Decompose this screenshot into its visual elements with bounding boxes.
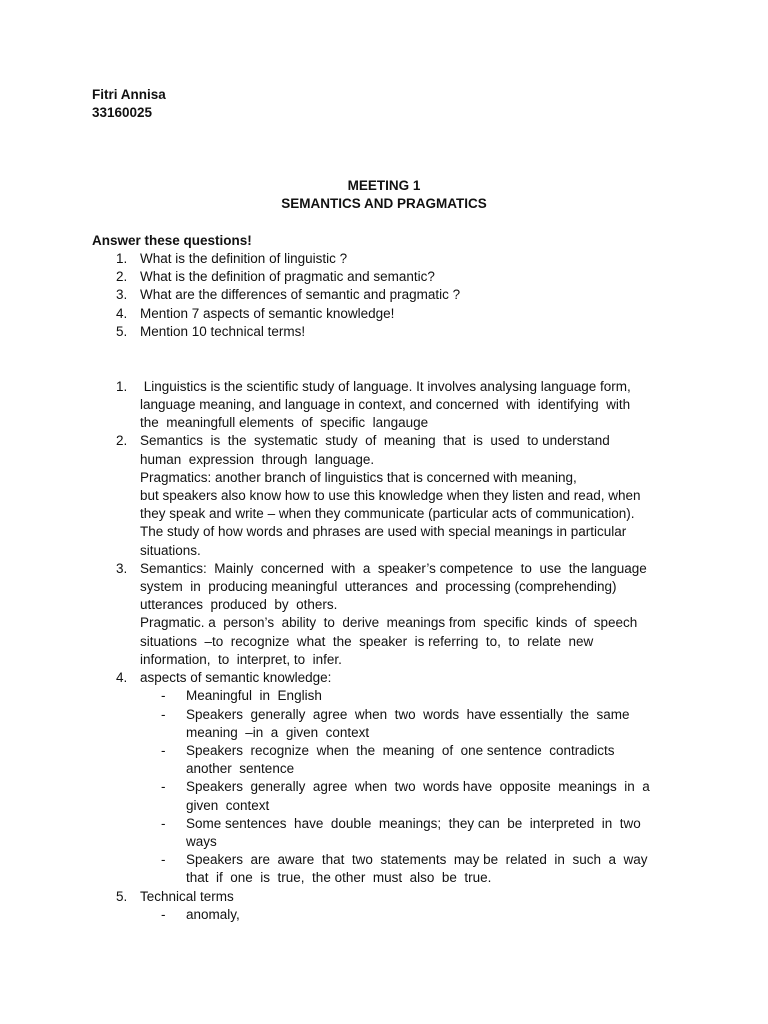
author-name: Fitri Annisa — [92, 87, 166, 102]
dash-bullet: - — [161, 743, 166, 758]
list-number: 5. — [116, 324, 128, 339]
bullet-text: ways — [186, 834, 217, 849]
answer-line: information, to interpret, to infer. — [140, 652, 342, 667]
answer-line: situations –to recognize what the speaker is referring to, to relate new — [140, 634, 594, 649]
bullet-text: anomaly, — [186, 907, 240, 922]
bullet-text: Some sentences have double meanings; they can be interpreted in two — [186, 816, 641, 831]
dash-bullet: - — [161, 907, 166, 922]
answer-line: they speak and write – when they communicate (particular acts of communication). — [140, 506, 635, 521]
bullet-text: another sentence — [186, 761, 295, 776]
answer-line: situations. — [140, 543, 201, 558]
dash-bullet: - — [161, 816, 166, 831]
dash-bullet: - — [161, 707, 166, 722]
answer-line: human expression through language. — [140, 452, 375, 467]
question-text: Mention 10 technical terms! — [140, 324, 306, 339]
answer-line: Pragmatic. a person’s ability to derive meanings from specific kinds of speech — [140, 615, 638, 630]
meeting-title: MEETING 1 — [347, 178, 421, 193]
answer-line: Pragmatics: another branch of linguistics that is concerned with meaning, — [140, 470, 577, 485]
bullet-text: Speakers recognize when the meaning of one sentence contradicts — [186, 743, 615, 758]
answer-line: but speakers also know how to use this knowledge when they listen and read, when — [140, 488, 641, 503]
question-text: What is the definition of linguistic ? — [140, 251, 348, 266]
bullet-text: Speakers are aware that two statements may be related in such a way — [186, 852, 648, 867]
question-text: What is the definition of pragmatic and semantic? — [140, 269, 435, 284]
dash-bullet: - — [161, 779, 166, 794]
list-number: 5. — [116, 889, 128, 904]
answer-line: system in producing meaningful utterances and processing (comprehending) — [140, 579, 617, 594]
answer-line: Linguistics is the scientific study of language. It involves analysing language form, — [140, 379, 631, 394]
list-number: 4. — [116, 306, 128, 321]
questions-heading: Answer these questions! — [92, 233, 252, 248]
list-number: 1. — [116, 251, 128, 266]
answer-heading: aspects of semantic knowledge: — [140, 670, 332, 685]
answer-line: Semantics is the systematic study of meaning that is used to understand — [140, 433, 610, 448]
list-number: 3. — [116, 287, 128, 302]
dash-bullet: - — [161, 688, 166, 703]
list-number: 1. — [116, 379, 128, 394]
bullet-text: that if one is true, the other must also be true. — [186, 870, 492, 885]
dash-bullet: - — [161, 852, 166, 867]
answer-line: the meaningfull elements of specific langauge — [140, 415, 429, 430]
question-text: Mention 7 aspects of semantic knowledge! — [140, 306, 395, 321]
answer-line: utterances produced by others. — [140, 597, 338, 612]
list-number: 4. — [116, 670, 128, 685]
answer-line: The study of how words and phrases are used with special meanings in particular — [140, 524, 627, 539]
list-number: 3. — [116, 561, 128, 576]
answer-line: language meaning, and language in context, and concerned with identifying with — [140, 397, 631, 412]
course-title: SEMANTICS AND PRAGMATICS — [281, 196, 487, 211]
list-number: 2. — [116, 433, 128, 448]
list-number: 2. — [116, 269, 128, 284]
student-id: 33160025 — [92, 105, 153, 120]
answer-heading: Technical terms — [140, 889, 234, 904]
bullet-text: meaning –in a given context — [186, 725, 370, 740]
bullet-text: Meaningful in English — [186, 688, 322, 703]
question-text: What are the differences of semantic and pragmatic ? — [140, 287, 461, 302]
answer-line: Semantics: Mainly concerned with a speaker’s competence to use the language — [140, 561, 647, 576]
bullet-text: given context — [186, 798, 270, 813]
bullet-text: Speakers generally agree when two words have essentially the same — [186, 707, 630, 722]
bullet-text: Speakers generally agree when two words have opposite meanings in a — [186, 779, 650, 794]
